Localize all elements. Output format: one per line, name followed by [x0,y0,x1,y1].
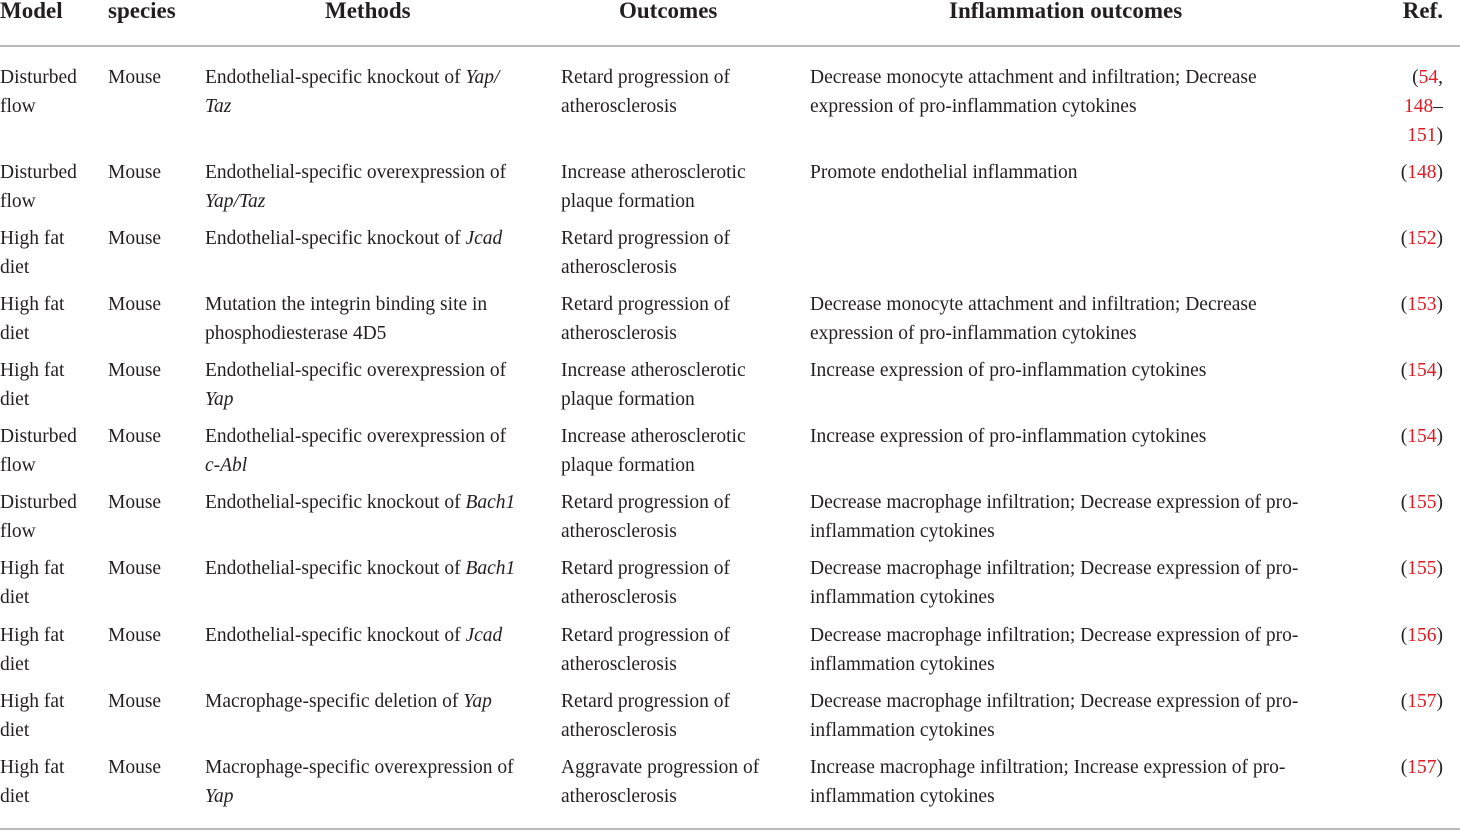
ref-cell: (154) [1400,426,1443,447]
inflammation-cell: Increase expression of pro-inflammation cytokines [810,426,1207,447]
species-cell: Mouse [108,360,162,381]
ref-link[interactable]: 157 [1407,691,1437,712]
inflammation-cell: Increase macrophage infiltration; Increase expression of pro- inflammation cytokines [810,757,1286,807]
methods-cell: Mutation the integrin binding site in phosphodiesterase 4D5 [205,294,488,344]
model-cell: High fat diet [0,691,65,741]
outcomes-cell: Retard progression of atherosclerosis [561,558,730,608]
ref-cell: (154) [1400,360,1443,381]
outcomes-cell: Retard progression of atherosclerosis [561,228,730,278]
methods-cell: Endothelial-specific overexpression of Yap [205,360,507,410]
ref-link[interactable]: 155 [1407,492,1437,513]
model-cell: Disturbed flow [0,426,77,476]
ref-link[interactable]: 151 [1407,125,1437,146]
header-ref: Ref. [1402,0,1443,23]
ref-link[interactable]: 148 [1404,96,1434,117]
ref-link[interactable]: 156 [1407,625,1437,646]
species-cell: Mouse [108,426,162,447]
inflammation-cell: Decrease monocyte attachment and infiltration; Decrease expression of pro-inflammation cytokines [810,67,1257,117]
ref-link[interactable]: 152 [1407,228,1437,249]
ref-cell: (152) [1400,228,1443,249]
ref-link[interactable]: 154 [1407,360,1437,381]
inflammation-cell: Decrease macrophage infiltration; Decrease expression of pro- inflammation cytokines [810,691,1299,741]
header-model: Model [0,0,63,23]
outcomes-cell: Retard progression of atherosclerosis [561,691,730,741]
ref-link[interactable]: 155 [1407,558,1437,579]
model-cell: High fat diet [0,360,65,410]
ref-link[interactable]: 148 [1407,162,1437,183]
methods-cell: Endothelial-specific overexpression of c-Abl [205,426,507,476]
ref-cell: (148) [1400,162,1443,183]
footer-rule [0,828,1460,830]
inflammation-cell: Decrease macrophage infiltration; Decrease expression of pro- inflammation cytokines [810,625,1299,675]
methods-cell: Macrophage-specific overexpression of Yap [205,757,514,807]
ref-cell: (157) [1400,691,1443,712]
model-cell: Disturbed flow [0,67,77,117]
outcomes-cell: Increase atherosclerotic plaque formation [561,162,746,212]
inflammation-cell: Promote endothelial inflammation [810,162,1078,183]
species-cell: Mouse [108,294,162,315]
outcomes-cell: Increase atherosclerotic plaque formation [561,426,746,476]
model-cell: High fat diet [0,558,65,608]
ref-cell: (155) [1400,492,1443,513]
outcomes-cell: Aggravate progression of atherosclerosis [561,757,760,807]
methods-cell: Endothelial-specific knockout of Yap/ Taz [205,67,500,117]
header-methods: Methods [325,0,411,23]
methods-cell: Endothelial-specific knockout of Jcad [205,228,503,249]
ref-cell: (153) [1400,294,1443,315]
inflammation-cell: Decrease macrophage infiltration; Decrease expression of pro- inflammation cytokines [810,492,1299,542]
species-cell: Mouse [108,558,162,579]
outcomes-cell: Retard progression of atherosclerosis [561,67,730,117]
inflammation-cell: Increase expression of pro-inflammation cytokines [810,360,1207,381]
inflammation-cell: Decrease monocyte attachment and infiltration; Decrease expression of pro-inflammation cytokines [810,294,1257,344]
methods-cell: Endothelial-specific knockout of Bach1 [205,492,516,513]
ref-link[interactable]: 54 [1418,67,1439,88]
model-cell: High fat diet [0,228,65,278]
species-cell: Mouse [108,757,162,778]
methods-cell: Endothelial-specific knockout of Bach1 [205,558,516,579]
species-cell: Mouse [108,691,162,712]
model-cell: Disturbed flow [0,492,77,542]
ref-cell: (156) [1400,625,1443,646]
species-cell: Mouse [108,162,162,183]
outcomes-cell: Retard progression of atherosclerosis [561,492,730,542]
model-cell: Disturbed flow [0,162,77,212]
species-cell: Mouse [108,492,162,513]
model-cell: High fat diet [0,294,65,344]
species-cell: Mouse [108,67,162,88]
inflammation-cell: Decrease macrophage infiltration; Decrease expression of pro- inflammation cytokines [810,558,1299,608]
ref-cell: (54, 148– 151) [1404,67,1443,146]
model-cell: High fat diet [0,625,65,675]
species-cell: Mouse [108,228,162,249]
outcomes-cell: Retard progression of atherosclerosis [561,625,730,675]
header-outcomes: Outcomes [619,0,718,23]
ref-link[interactable]: 153 [1407,294,1437,315]
ref-link[interactable]: 157 [1407,757,1437,778]
species-cell: Mouse [108,625,162,646]
ref-cell: (157) [1400,757,1443,778]
ref-link[interactable]: 154 [1407,426,1437,447]
header-rule [0,45,1460,47]
outcomes-cell: Retard progression of atherosclerosis [561,294,730,344]
outcomes-cell: Increase atherosclerotic plaque formation [561,360,746,410]
methods-cell: Macrophage-specific deletion of Yap [205,691,492,712]
model-cell: High fat diet [0,757,65,807]
header-inflammation-outcomes: Inflammation outcomes [949,0,1183,23]
methods-cell: Endothelial-specific overexpression of Yap/Taz [205,162,507,212]
header-species: species [108,0,176,23]
ref-cell: (155) [1400,558,1443,579]
methods-cell: Endothelial-specific knockout of Jcad [205,625,503,646]
